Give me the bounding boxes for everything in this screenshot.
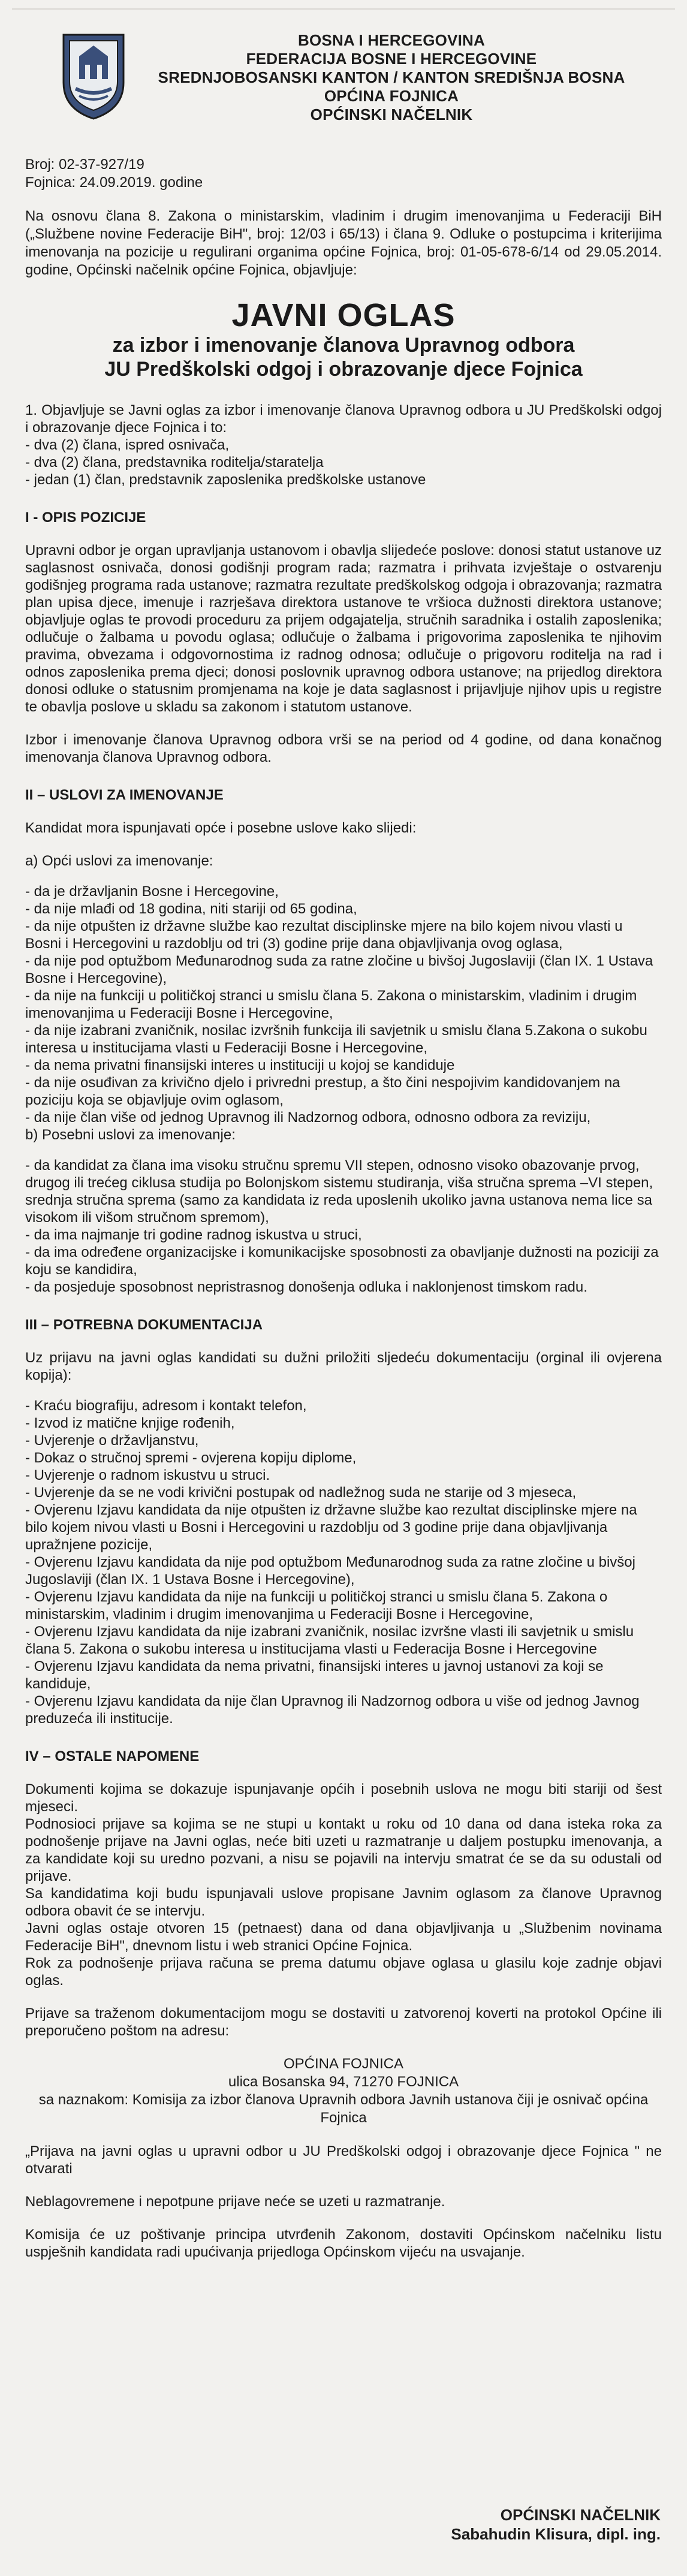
delivery-paragraph: Prijave sa traženom dokumentacijom mogu se dostaviti u zatvorenoj koverti na protokol Općine ili preporučeno poštom na adresu: xyxy=(25,2005,662,2039)
list-item: - Ovjerenu Izjavu kandidata da nije član Upravnog ili Nadzornog odbora u više od jednog Javnog preduzeća ili institucije. xyxy=(25,1693,640,1727)
notice-subtitle-2: JU Predškolski odgoj i obrazovanje djece Fojnica xyxy=(104,358,583,381)
list-item: - da nije na funkciji u političkoj stranci u smislu člana 5. Zakona o ministarskim, vladinim i drugim imenovanjima u Federaciji Bosne i Hercegovine, xyxy=(25,988,637,1021)
list-item: - da nije član više od jednog Upravnog ili Nadzornog odbora, odnosno odbora za reviziju, xyxy=(25,1109,591,1126)
list-item: - Ovjerenu Izjavu kandidata da nije pod optužbom Međunarodnog suda za ratne zločine u bivšoj Jugoslaviji (član IX. 1 Ustava Bosne i Hercegovine), xyxy=(25,1554,635,1588)
address-line: sa naznakom: Komisija za izbor članova Upravnih odbora Javnih ustanova čiji je osnivač općina Fojnica xyxy=(38,2092,649,2126)
notice-title: JAVNI OGLAS xyxy=(231,297,456,333)
mayor-line: OPĆINSKI NAČELNIK xyxy=(310,105,473,123)
federation-line: FEDERACIJA BOSNE I HERCEGOVINE xyxy=(246,50,537,68)
country-line: BOSNA I HERCEGOVINA xyxy=(298,31,485,49)
section-heading-description: I - OPIS POZICIJE xyxy=(25,509,146,526)
list-item: - Dokaz o stručnoj spremi - ovjerena kopiju diplome, xyxy=(25,1450,357,1466)
list-item: - da nije pod optužbom Međunarodnog suda za ratne zločine u bivšoj Jugoslaviji (član IX. 1 Ustava Bosne i Hercegovine), xyxy=(25,953,653,987)
list-item: - Uvjerenje da se ne vodi krivični postupak od nadležnog suda ne starije od 3 mjeseca, xyxy=(25,1485,577,1501)
conditions-lead: Kandidat mora ispunjavati opće i posebne uslove kako slijedi: xyxy=(25,820,417,836)
section-heading-notes: IV – OSTALE NAPOMENE xyxy=(25,1748,200,1764)
mailing-address xyxy=(25,2055,662,2127)
list-item: - da kandidat za člana ima visoku stručnu spremu VII stepen, odnosno visoko obazovanje prvog, drugog ili trećeg ciklusa studija po Bolonjskom sistemu studiranja, viša stručna sprema –VI stepen, srednja stručna sprema (samo za kandidata iz reda uposlenih ukoliko javna ustanova nema lice sa visokom ili višom stručnom spremom), xyxy=(25,1157,653,1226)
list-item: - da nije otpušten iz državne službe kao rezultat disciplinske mjere na bilo kojem nivou vlasti u Bosni i Hercegovini u razdoblju od tri (3) godine prije dana objavljivanja ovog oglasa, xyxy=(25,918,623,952)
municipality-line: OPĆINA FOJNICA xyxy=(324,87,459,105)
list-item: - dva (2) člana, ispred osnivača, xyxy=(25,437,230,453)
list-item: - da nije izabrani zvaničnik, nosilac izvršnih funkcija ili savjetnik u smislu člana 5.Zakona o sukobu interesa u institucijama vlasti u Federaciji Bosne i Hercegovine, xyxy=(25,1022,647,1056)
legal-basis: Na osnovu člana 8. Zakona o ministarskim, vladinim i drugim imenovanjima u Federaciji BiH („Službene novine Federacije BiH", broj: 12/03 i 65/13) i člana 9. Odluke o postupcima i kriterijima imenovanja na pozicije u regulirani organima općine Fojnica, broj: 01-05-678-6/14 od 29.05.2014. godine, Općinski načelnik općine Fojnica, objavljuje: xyxy=(25,208,662,278)
section-heading-documents: III – POTREBNA DOKUMENTACIJA xyxy=(25,1317,263,1333)
address-line: ulica Bosanska 94, 71270 FOJNICA xyxy=(228,2074,459,2090)
coat-of-arms-icon xyxy=(61,31,126,121)
notes-paragraph: Sa kandidatima koji budu ispunjavali uslove propisane Javnim oglasom za članove Upravnog odbora obavit će se intervju. xyxy=(25,1886,662,1919)
reference-block xyxy=(25,156,662,192)
mandate-paragraph: Izbor i imenovanje članova Upravnog odbora vrši se na period od 4 godine, od dana konačnog imenovanja članova Upravnog odbora. xyxy=(25,732,662,765)
letterhead xyxy=(25,13,662,139)
announcement-list xyxy=(25,402,662,488)
list-item: - Kraću biografiju, adresom i kontakt telefon, xyxy=(25,1398,307,1414)
documents-lead: Uz prijavu na javni oglas kandidati su dužni priložiti sljedeću dokumentaciju (orginal ili ovjerena kopija): xyxy=(25,1350,662,1383)
canton-line: SREDNJOBOSANSKI KANTON / KANTON SREDIŠNJA BOSNA xyxy=(158,68,625,86)
section-conditions xyxy=(25,819,662,1296)
signatory-role: OPĆINSKI NAČELNIK xyxy=(500,2506,661,2524)
list-item: - Izvod iz matične knjige rođenih, xyxy=(25,1415,235,1431)
notes-paragraph: Javni oglas ostaje otvoren 15 (petnaest) dana od dana objavljivanja u „Službenim novinama Federacije BiH", dnevnom listu i web stranici Općine Fojnica. xyxy=(25,1920,662,1954)
section-notes xyxy=(25,1781,662,2261)
description-paragraph: Upravni odbor je organ upravljanja ustanovom i obavlja slijedeće poslove: donosi statut ustanove uz saglasnost osnivača, donosi godišnji program rada; razmatra i prihvata izvještaje o ostvarenju godišnjeg programa rada ustanove; razmatra rezultate predškolskog odgoja i obrazovanja; razmatra plan upisa djece, imenuje i razrješava direktora ustanove te vršioca dužnosti direktora ustanove; objavljuje oglas te provodi proceduru za prijem odgajatelja, stručnih saradnika i ostalih zaposlenika; odlučuje o žalbama u povodu oglasa; odlučuje o žalbama i prigovorima zaposlenika te njihovim pravima, obvezama i odgovornostima iz radnog odnosa; odlučuje o prigovoru roditelja na rad i odnos zaposlenika prema djeci; donosi poslovnik upravnog odbora ustanove; na prijedlog direktora donosi odluke o statusnim promjenama na koje je data saglasnost i prijavljuje njihov upis u registre te obavlja poslove u skladu sa zakonom i statutom ustanove. xyxy=(25,542,662,715)
scan-edge xyxy=(12,8,675,10)
section-heading-conditions: II – USLOVI ZA IMENOVANJE xyxy=(25,787,224,803)
signatory-name: Sabahudin Klisura, dipl. ing. xyxy=(451,2525,661,2543)
address-line: OPĆINA FOJNICA xyxy=(283,2056,404,2072)
list-item: - Ovjerenu Izjavu kandidata da nije na funkciji u političkoj stranci u smislu člana 5. Zakona o ministarskim, vladinim i drugim imenovanjima u Federaciji Bosne i Hercegovine, xyxy=(25,1589,608,1622)
list-item: - da nije osuđivan za krivično djelo i privredni prestup, a što čini nespojivim kandidovanjem na poziciju koja se objavljuje ovim oglasom, xyxy=(25,1075,620,1108)
list-item: - Ovjerenu Izjavu kandidata da nije otpušten iz državne službe kao rezultat disciplinske mjere na bilo kojem nivou vlasti u Bosni i Hercegovini u razdoblju od 3 godine prije dana objavljivanja upražnjene pozicije, xyxy=(25,1502,637,1553)
section-description xyxy=(25,542,662,766)
list-item: - da ima određene organizacijske i komunikacijske sposobnosti za obavljanje dužnosti na poziciji za koju se kandidira, xyxy=(25,1244,659,1278)
notes-paragraph: Podnosioci prijave sa kojima se ne stupi u kontakt u roku od 10 dana od dana isteka roka za podnošenje prijave na Javni oglas, neće biti uzeti u razmatranje u daljem postupku imenovanja, a za kandidate koji su uredno pozvani, a nisu se pojavili na intervju smatrat će se da su odustali od prijave. xyxy=(25,1816,662,1884)
notes-paragraph: Dokumenti kojima se dokazuje ispunjavanje općih i posebnih uslova ne mogu biti stariji od šest mjeseci. xyxy=(25,1781,662,1815)
list-item: - Uvjerenje o državljanstvu, xyxy=(25,1432,199,1449)
list-item: - da nije mlađi od 18 godina, niti stariji od 65 godina, xyxy=(25,901,357,917)
incomplete-note: Neblagovremene i nepotpune prijave neće se uzeti u razmatranje. xyxy=(25,2194,445,2210)
reference-date: Fojnica: 24.09.2019. godine xyxy=(25,174,203,191)
envelope-note: „Prijava na javni oglas u upravni odbor u JU Predškolski odgoj i obrazovanje djece Fojnica " ne otvarati xyxy=(25,2143,662,2177)
list-item: - jedan (1) član, predstavnik zaposlenika predškolske ustanove xyxy=(25,472,426,488)
commission-note: Komisija će uz poštivanje principa utvrđenih Zakonom, dostaviti Općinskom načelniku listu uspješnih kandidata radi upućivanja prijedloga Općinskom vijeću na usvajanje. xyxy=(25,2227,662,2260)
section-documents xyxy=(25,1349,662,1727)
list-item: - Ovjerenu Izjavu kandidata da nije izabrani zvaničnik, nosilac izvršne vlasti ili savjetnik u smislu člana 5. Zakona o sukobu interesa u institucijama vlasti u Federacija Bosne i Hercegovine xyxy=(25,1624,634,1657)
reference-number: Broj: 02-37-927/19 xyxy=(25,156,144,173)
list-item: - da nema privatni finansijski interes u instituciji u kojoj se kandiduje xyxy=(25,1057,455,1073)
list-item: - da ima najmanje tri godine radnog iskustva u struci, xyxy=(25,1227,362,1243)
signature-block xyxy=(451,2505,661,2544)
list-item: - da posjeduje sposobnost nepristrasnog donošenja odluka i naklonjenost timskom radu. xyxy=(25,1279,587,1295)
general-conditions-heading: a) Opći uslovi za imenovanje: xyxy=(25,853,213,869)
list-item: - dva (2) člana, predstavnika roditelja/staratelja xyxy=(25,454,324,470)
list-item: - Ovjerenu Izjavu kandidata da nema privatni, finansijski interes u javnoj ustanovi za koji se kandiduje, xyxy=(25,1658,604,1692)
announcement-lead: 1. Objavljuje se Javni oglas za izbor i imenovanje članova Upravnog odbora u JU Predškolski odgoj i obrazovanje djece Fojnica i to: xyxy=(25,402,662,436)
notice-subtitle-1: za izbor i imenovanje članova Upravnog odbora xyxy=(112,334,575,357)
list-item: - da je državljanin Bosne i Hercegovine, xyxy=(25,883,279,900)
special-conditions-heading: b) Posebni uslovi za imenovanje: xyxy=(25,1127,236,1143)
list-item: - Uvjerenje o radnom iskustvu u struci. xyxy=(25,1467,270,1483)
notes-paragraph: Rok za podnošenje prijava računa se prema datumu objave oglasa u glasilu koje zadnje objavi oglas. xyxy=(25,1955,662,1989)
